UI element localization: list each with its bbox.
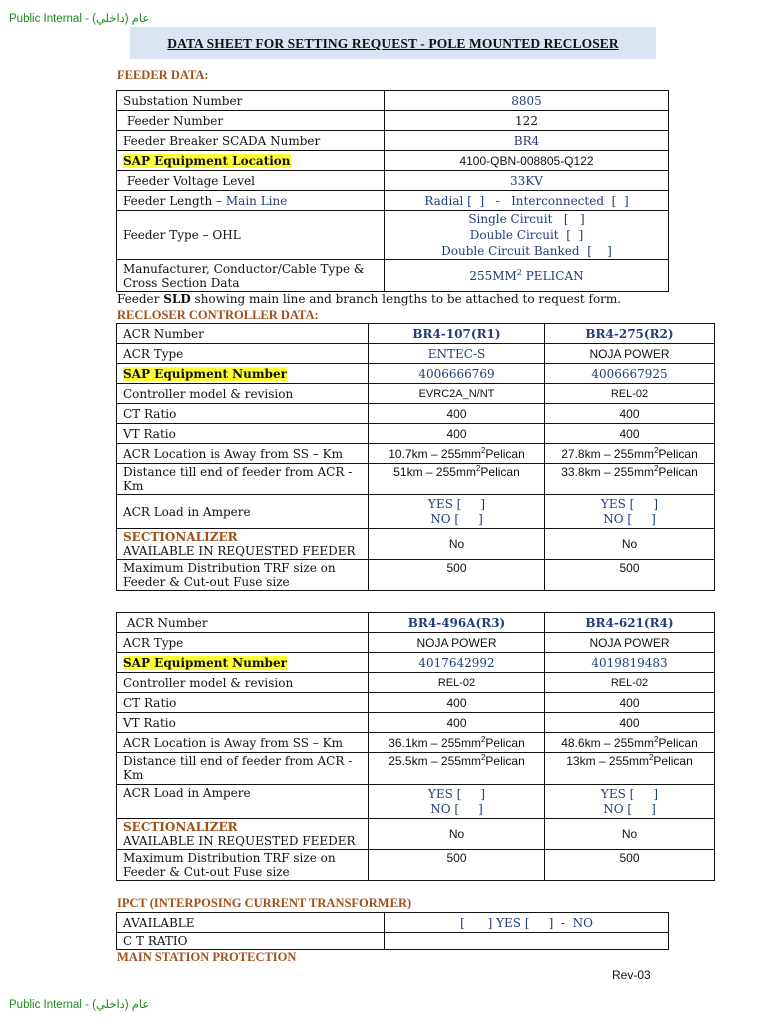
distance-r2-value: 33.8km – 255mm — [561, 465, 654, 479]
load-label: ACR Load in Ampere — [117, 495, 369, 529]
table-row — [117, 464, 715, 495]
distance-r2: $33.8km - 255mm^2Pelican$ — [545, 464, 715, 495]
sap-number-cell — [117, 653, 369, 673]
load-r4-yes: YES [ ] — [600, 786, 659, 801]
table-row — [117, 753, 715, 785]
acr-number-r3: BR4-496A(R3) — [369, 613, 545, 633]
length-value: Radial [ ] - Interconnected [ ] — [385, 191, 669, 211]
sectionalizer-r3: No — [369, 819, 545, 850]
vt-ratio-r2: 400 — [545, 424, 715, 444]
distance-r2-conductor: Pelican — [658, 465, 698, 479]
sld-note — [117, 292, 621, 306]
ipct-ct-ratio-value — [385, 933, 669, 950]
feeder-data-heading: FEEDER DATA: — [117, 68, 209, 82]
distance-r3: $25.5km - 255mm^2Pelican$ — [369, 753, 545, 785]
acr-number-r2: BR4-275(R2) — [545, 324, 715, 344]
vt-ratio-label: VT Ratio — [117, 713, 369, 733]
acr-number-r1: BR4-107(R1) — [369, 324, 545, 344]
manufacturer-label — [117, 260, 385, 292]
vt-ratio-label: VT Ratio — [117, 424, 369, 444]
distance-r4-value: 13km – 255mm — [566, 754, 649, 768]
acr-table-2 — [116, 612, 715, 881]
distance-r3-value: 25.5km – 255mm — [388, 754, 481, 768]
load-r2-yes: YES [ ] — [600, 496, 659, 511]
sectionalizer-heading: SECTIONALIZER — [123, 820, 238, 834]
table-row — [117, 91, 669, 111]
table-row — [117, 364, 715, 384]
vt-ratio-r4: 400 — [545, 713, 715, 733]
acr-number-r4: BR4-621(R4) — [545, 613, 715, 633]
max-trf-line2: Feeder & Cut-out Fuse size — [123, 575, 290, 589]
distance-r4: $13km - 255mm^2Pelican$ — [545, 753, 715, 785]
sap-location-value: 4100-QBN-008805-Q122 — [385, 151, 669, 171]
distance-r1-conductor: Pelican — [480, 465, 520, 479]
voltage-label: Feeder Voltage Level — [117, 171, 385, 191]
load-r2 — [545, 495, 715, 529]
max-trf-r2: 500 — [545, 560, 715, 591]
length-label-cell — [117, 191, 385, 211]
sectionalizer-sub: AVAILABLE IN REQUESTED FEEDER — [123, 544, 356, 558]
type-values — [385, 211, 669, 260]
page-title: DATA SHEET FOR SETTING REQUEST - POLE MOUNTED RECLOSER — [167, 36, 619, 51]
manufacturer-label-line1: Manufacturer, Conductor/Cable Type & — [123, 261, 365, 276]
sectionalizer-heading: SECTIONALIZER — [123, 530, 238, 544]
load-r3-no: NO [ ] — [430, 801, 483, 816]
vt-ratio-r1: 400 — [369, 424, 545, 444]
max-trf-line1: Maximum Distribution TRF size on — [123, 561, 336, 575]
location-r3-conductor: Pelican — [485, 735, 525, 750]
location-label: ACR Location is Away from SS – Km — [117, 444, 369, 464]
substation-label: Substation Number — [117, 91, 385, 111]
table-row — [117, 529, 715, 560]
controller-label: Controller model & revision — [117, 673, 369, 693]
table-row — [117, 819, 715, 850]
acr-type-label: ACR Type — [117, 344, 369, 364]
acr-type-label: ACR Type — [117, 633, 369, 653]
distance-r1: $51km - 255mm^2Pelican$ — [369, 464, 545, 495]
location-label: ACR Location is Away from SS – Km — [117, 733, 369, 753]
distance-label-line2: Km — [123, 479, 144, 493]
table-row — [117, 673, 715, 693]
sap-number-r3: 4017642992 — [369, 653, 545, 673]
acr-type-r2: NOJA POWER — [545, 344, 715, 364]
sld-note-bold: SLD — [163, 292, 191, 306]
load-r1-no: NO [ ] — [430, 511, 483, 526]
table-row — [117, 733, 715, 753]
breaker-value: BR4 — [385, 131, 669, 151]
location-r4-conductor: Pelican — [658, 735, 698, 750]
classification-label: Public Internal - عام (داخلي) — [9, 13, 150, 25]
ct-ratio-r3: 400 — [369, 693, 545, 713]
breaker-label: Feeder Breaker SCADA Number — [117, 131, 385, 151]
controller-label: Controller model & revision — [117, 384, 369, 404]
max-trf-r1: 500 — [369, 560, 545, 591]
ct-ratio-label: CT Ratio — [117, 693, 369, 713]
location-r2-value: 27.8km – 255mm — [561, 446, 654, 461]
location-r1: $10.7km - 255mm^2Pelican$ — [369, 444, 545, 464]
acr-type-r4: NOJA POWER — [545, 633, 715, 653]
ct-ratio-r1: 400 — [369, 404, 545, 424]
manufacturer-value-rest: PELICAN — [521, 268, 584, 283]
location-r3-value: 36.1km – 255mm — [388, 735, 481, 750]
manufacturer-value — [385, 260, 669, 292]
load-r4 — [545, 785, 715, 819]
table-row — [117, 913, 669, 933]
sap-location-cell — [117, 151, 385, 171]
length-label-main: Main Line — [225, 193, 288, 208]
table-row — [117, 850, 715, 881]
table-row — [117, 653, 715, 673]
sap-location-label: SAP Equipment Location — [123, 153, 291, 168]
sap-number-cell — [117, 364, 369, 384]
distance-label-line2: Km — [123, 768, 144, 782]
location-r2-conductor: Pelican — [658, 446, 698, 461]
acr-type-r1: ENTEC-S — [369, 344, 545, 364]
location-r4: $48.6km - 255mm^2Pelican$ — [545, 733, 715, 753]
ipct-available-label: AVAILABLE — [117, 913, 385, 933]
feeder-number-value: 122 — [385, 111, 669, 131]
table-row — [117, 633, 715, 653]
table-row — [117, 560, 715, 591]
type-banked: Double Circuit Banked [ ] — [441, 244, 612, 258]
acr-type-r3: NOJA POWER — [369, 633, 545, 653]
recloser-data-heading: RECLOSER CONTROLLER DATA: — [117, 308, 319, 322]
max-trf-line1: Maximum Distribution TRF size on — [123, 851, 336, 865]
sectionalizer-sub: AVAILABLE IN REQUESTED FEEDER — [123, 834, 356, 848]
sectionalizer-r1: No — [369, 529, 545, 560]
load-r1-yes: YES [ ] — [427, 496, 486, 511]
location-r1-conductor: Pelican — [485, 446, 525, 461]
load-r2-no: NO [ ] — [603, 511, 656, 526]
substation-value: 8805 — [385, 91, 669, 111]
ipct-heading: IPCT (INTERPOSING CURRENT TRANSFORMER) — [117, 896, 412, 910]
acr-number-label: ACR Number — [117, 324, 369, 344]
table-row — [117, 191, 669, 211]
ipct-ct-ratio-label: C T RATIO — [117, 933, 385, 950]
footer-classification-label: Public Internal - عام (داخلي) — [9, 999, 150, 1011]
table-row — [117, 785, 715, 819]
acr-number-label: ACR Number — [117, 613, 369, 633]
distance-label — [117, 464, 369, 495]
table-row — [117, 713, 715, 733]
manufacturer-value-sup: 2 — [516, 267, 522, 277]
location-r1-value: 10.7km – 255mm — [388, 446, 481, 461]
ct-ratio-r2: 400 — [545, 404, 715, 424]
location-r3: $36.1km - 255mm^2Pelican$ — [369, 733, 545, 753]
controller-r1: EVRC2A_N/NT — [369, 384, 545, 404]
sap-number-r4: 4019819483 — [545, 653, 715, 673]
controller-r3: REL-02 — [369, 673, 545, 693]
load-r1 — [369, 495, 545, 529]
voltage-value: 33KV — [385, 171, 669, 191]
controller-r4: REL-02 — [545, 673, 715, 693]
max-trf-r4: 500 — [545, 850, 715, 881]
table-row — [117, 424, 715, 444]
load-label: ACR Load in Ampere — [117, 785, 369, 819]
table-row — [117, 171, 669, 191]
type-double: Double Circuit [ ] — [469, 228, 584, 242]
location-r4-value: 48.6km – 255mm — [561, 735, 654, 750]
type-single: Single Circuit [ ] — [468, 212, 585, 226]
table-row — [117, 260, 669, 292]
load-r3-yes: YES [ ] — [427, 786, 486, 801]
feeder-data-table — [116, 90, 669, 292]
sectionalizer-r4: No — [545, 819, 715, 850]
max-trf-label — [117, 850, 369, 881]
sectionalizer-r2: No — [545, 529, 715, 560]
sap-number-r1: 4006666769 — [369, 364, 545, 384]
sap-number-r2: 4006667925 — [545, 364, 715, 384]
sld-note-post: showing main line and branch lengths to be attached to request form. — [190, 292, 622, 306]
table-row — [117, 211, 669, 260]
vt-ratio-r3: 400 — [369, 713, 545, 733]
sap-number-label: SAP Equipment Number — [123, 655, 287, 670]
acr-table-1 — [116, 323, 715, 591]
distance-label-line1: Distance till end of feeder from ACR - — [123, 754, 353, 768]
max-trf-line2: Feeder & Cut-out Fuse size — [123, 865, 290, 879]
ipct-table — [116, 912, 669, 950]
table-row — [117, 384, 715, 404]
distance-label — [117, 753, 369, 785]
controller-r2: REL-02 — [545, 384, 715, 404]
table-row — [117, 111, 669, 131]
manufacturer-value-main: 255MM — [469, 268, 517, 283]
distance-label-line1: Distance till end of feeder from ACR - — [123, 465, 353, 479]
distance-r4-conductor: Pelican — [653, 754, 693, 768]
distance-r1-value: 51km – 255mm — [393, 465, 476, 479]
table-row — [117, 151, 669, 171]
distance-r3-conductor: Pelican — [485, 754, 525, 768]
ct-ratio-label: CT Ratio — [117, 404, 369, 424]
revision-label: Rev-03 — [612, 968, 651, 982]
sld-note-pre: Feeder — [117, 292, 164, 306]
load-r4-no: NO [ ] — [603, 801, 656, 816]
type-label: Feeder Type – OHL — [117, 211, 385, 260]
main-station-protection-heading: MAIN STATION PROTECTION — [117, 950, 297, 964]
feeder-number-label: Feeder Number — [117, 111, 385, 131]
manufacturer-label-line2: Cross Section Data — [123, 275, 240, 290]
table-row — [117, 495, 715, 529]
table-row — [117, 344, 715, 364]
table-row — [117, 933, 669, 950]
location-r2: $27.8km - 255mm^2Pelican$ — [545, 444, 715, 464]
table-row — [117, 693, 715, 713]
ct-ratio-r4: 400 — [545, 693, 715, 713]
load-r3 — [369, 785, 545, 819]
table-row — [117, 613, 715, 633]
sap-number-label: SAP Equipment Number — [123, 366, 287, 381]
table-row — [117, 131, 669, 151]
table-row — [117, 444, 715, 464]
sectionalizer-label — [117, 529, 369, 560]
max-trf-r3: 500 — [369, 850, 545, 881]
ipct-available-value: [ ] YES [ ] - NO — [385, 913, 669, 933]
max-trf-label — [117, 560, 369, 591]
table-row — [117, 404, 715, 424]
sectionalizer-label — [117, 819, 369, 850]
table-row — [117, 324, 715, 344]
length-label: Feeder Length – — [123, 193, 226, 208]
